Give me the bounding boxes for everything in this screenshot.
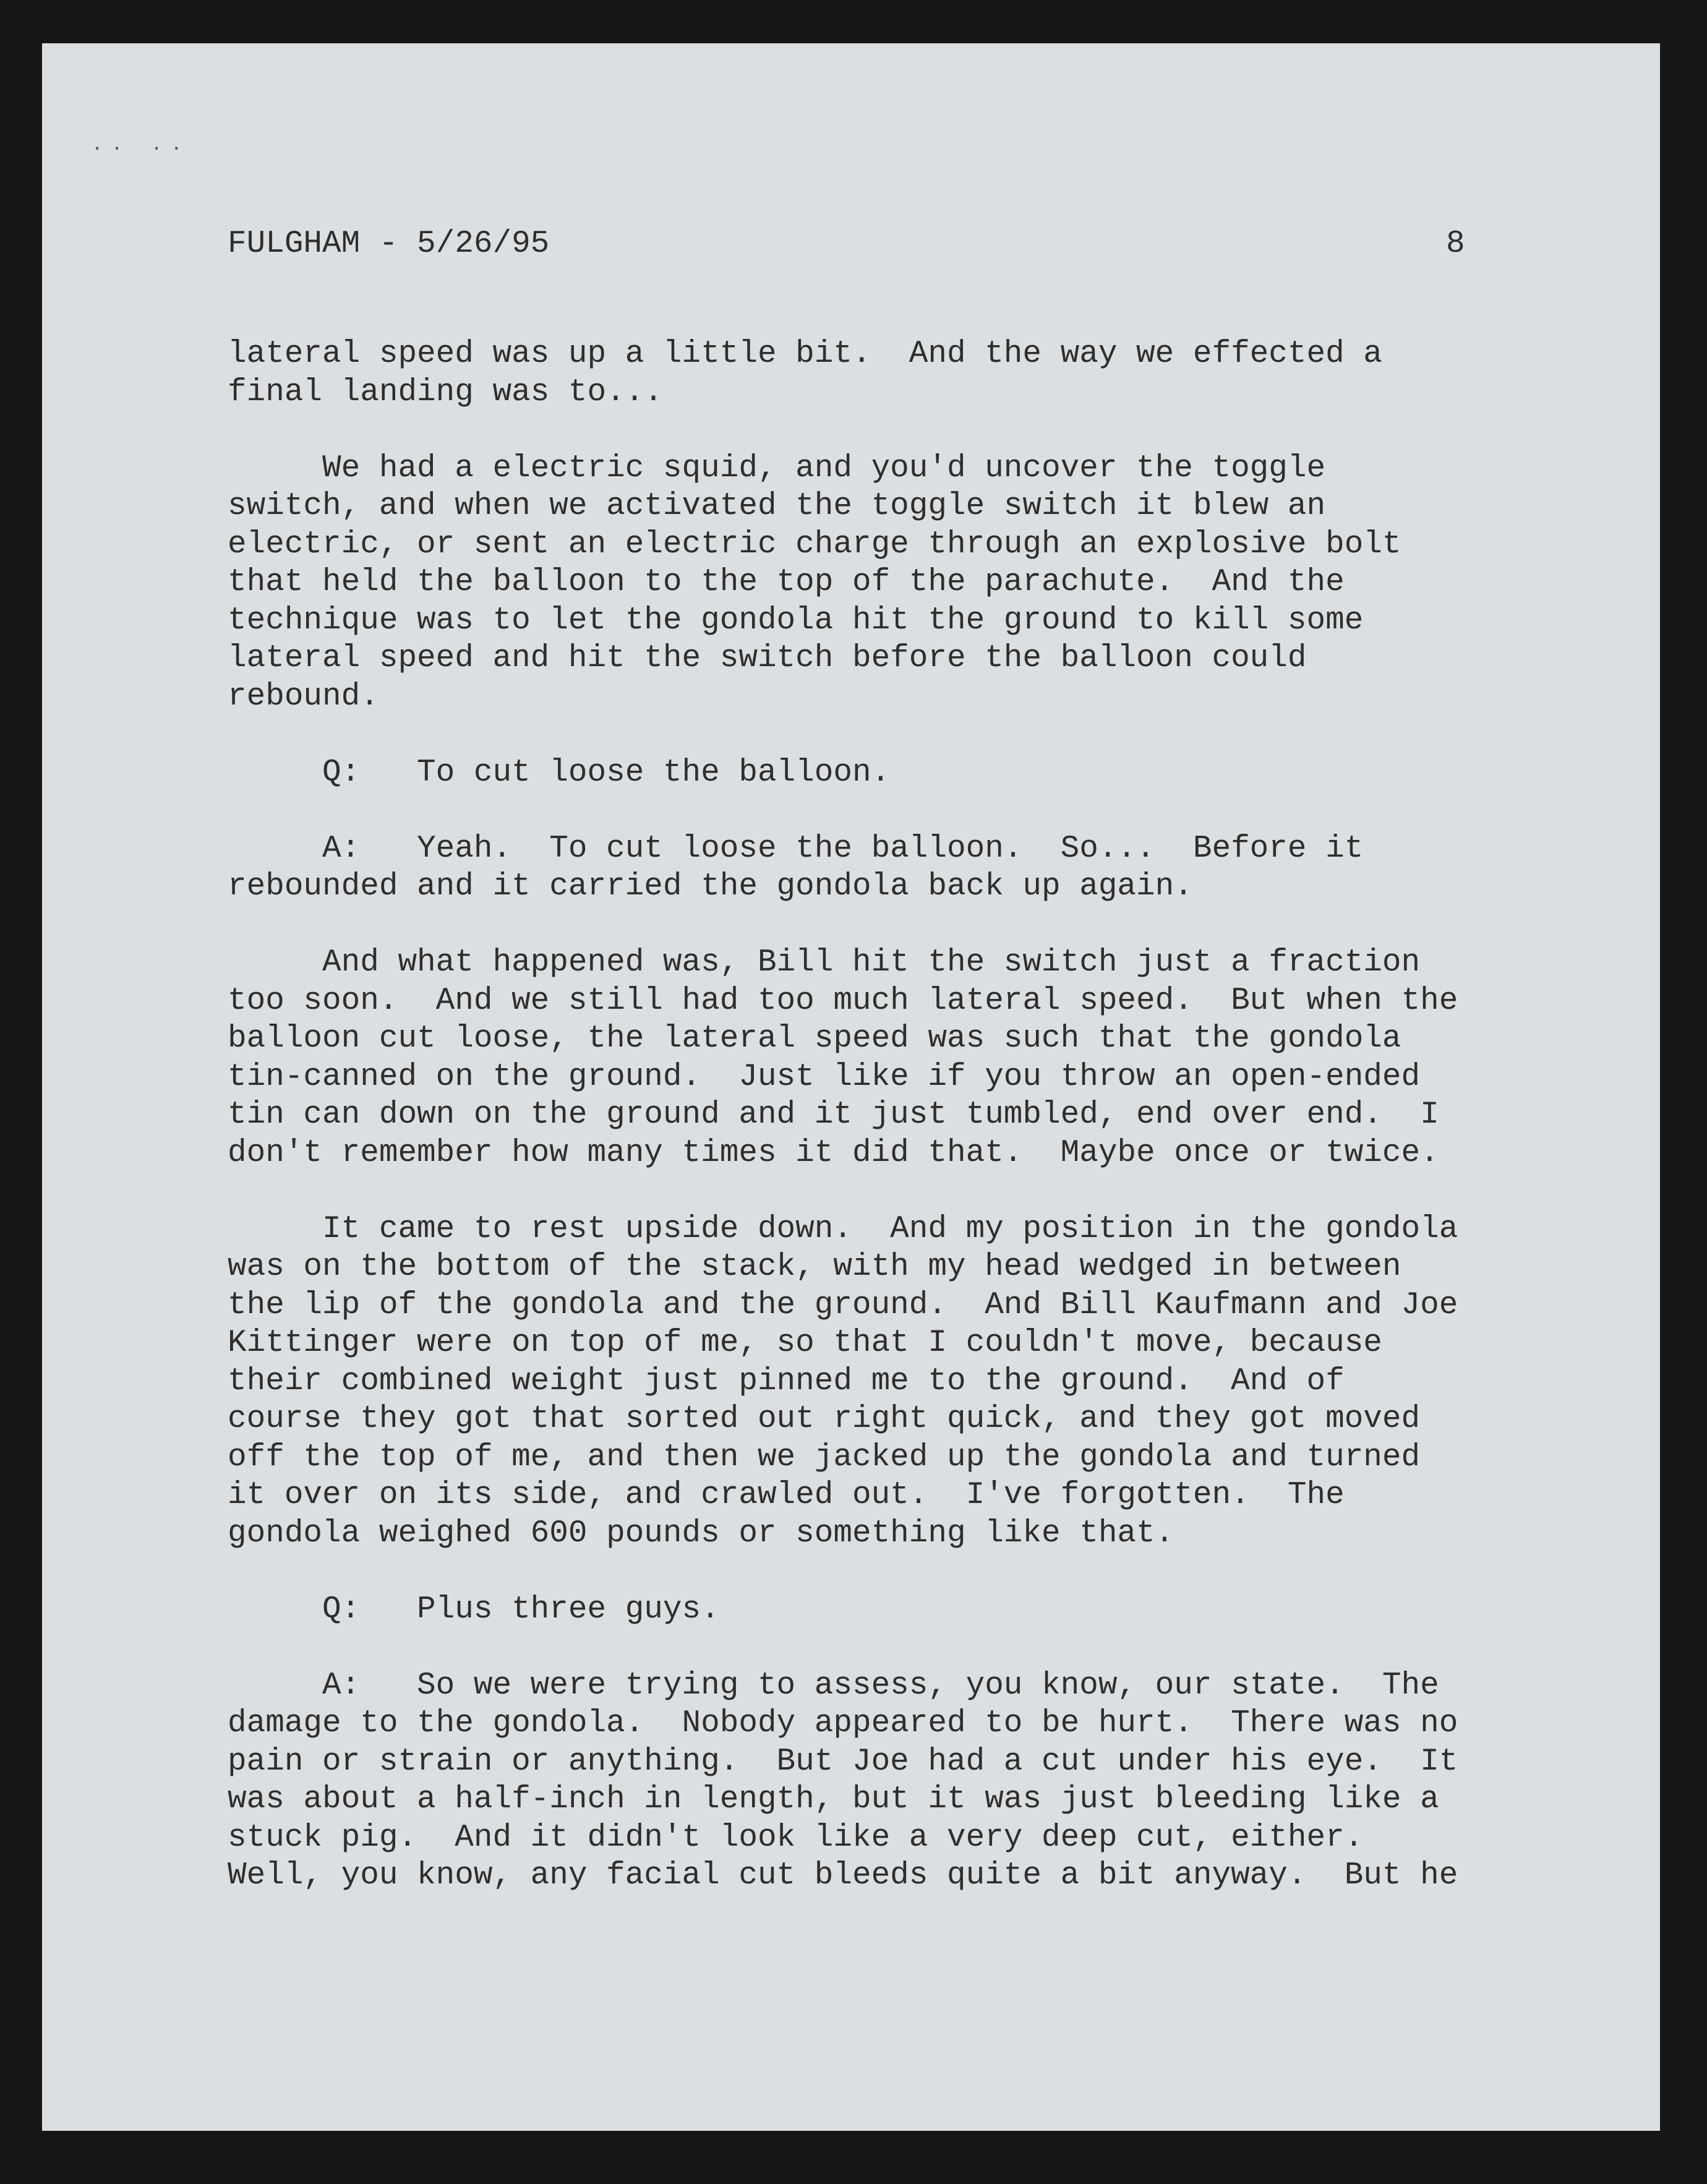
transcript-line: it over on its side, and crawled out. I've forgotten. The	[228, 1478, 1345, 1513]
transcript-paragraph	[228, 335, 1495, 411]
transcript-line: electric, or sent an electric charge through an explosive bolt	[228, 526, 1401, 562]
transcript-line: don't remember how many times it did that. Maybe once or twice.	[228, 1135, 1439, 1171]
transcript-line: lateral speed was up a little bit. And the way we effected a	[228, 336, 1382, 372]
page-number: 8	[1446, 226, 1465, 262]
transcript-line: was on the bottom of the stack, with my head wedged in between	[228, 1249, 1401, 1285]
transcript-line: final landing was to...	[228, 374, 663, 410]
transcript-line: Kittinger were on top of me, so that I couldn't move, because	[228, 1325, 1382, 1361]
transcript-line: rebounded and it carried the gondola back up again.	[228, 869, 1193, 904]
transcript-line: gondola weighed 600 pounds or something like that.	[228, 1515, 1174, 1551]
transcript-line: Well, you know, any facial cut bleeds quite a bit anyway. But he	[228, 1858, 1458, 1893]
transcript-line: off the top of me, and then we jacked up the gondola and turned	[228, 1439, 1421, 1475]
transcript-line: was about a half-inch in length, but it was just bleeding like a	[228, 1782, 1439, 1817]
transcript-paragraph	[228, 1210, 1495, 1553]
transcript-paragraph	[228, 1591, 1495, 1629]
transcript-line: switch, and when we activated the toggle switch it blew an	[228, 489, 1326, 524]
transcript-paragraph	[228, 944, 1495, 1172]
transcript-line: too soon. And we still had too much lateral speed. But when the	[228, 983, 1458, 1019]
transcript-line: the lip of the gondola and the ground. And Bill Kaufmann and Joe	[228, 1287, 1458, 1323]
transcript-line: tin can down on the ground and it just tumbled, end over end. I	[228, 1097, 1439, 1133]
transcript-paragraph	[228, 1667, 1495, 1895]
transcript-line: rebound.	[228, 679, 379, 714]
document-page	[42, 43, 1660, 2131]
transcript-line: Q: To cut loose the balloon.	[228, 755, 891, 790]
transcript-line: balloon cut loose, the lateral speed was such that the gondola	[228, 1021, 1401, 1056]
transcript-line: stuck pig. And it didn't look like a very deep cut, either.	[228, 1820, 1364, 1856]
transcript-body	[228, 335, 1495, 1933]
transcript-line: It came to rest upside down. And my position in the gondola	[228, 1211, 1458, 1247]
transcript-line: A: Yeah. To cut loose the balloon. So... Before it	[228, 831, 1364, 867]
transcript-line: tin-canned on the ground. Just like if you throw an open-ended	[228, 1059, 1421, 1095]
scan-specks: .. ..	[92, 133, 191, 155]
transcript-line: their combined weight just pinned me to the ground. And of	[228, 1363, 1345, 1399]
transcript-line: Q: Plus three guys.	[228, 1591, 720, 1627]
transcript-line: damage to the gondola. Nobody appeared to be hurt. There was no	[228, 1706, 1458, 1741]
transcript-line: A: So we were trying to assess, you know, our state. The	[228, 1668, 1439, 1703]
transcript-line: We had a electric squid, and you'd uncover the toggle	[228, 450, 1326, 486]
transcript-paragraph	[228, 450, 1495, 716]
transcript-line: course they got that sorted out right quick, and they got moved	[228, 1402, 1421, 1437]
transcript-line: pain or strain or anything. But Joe had a cut under his eye. It	[228, 1744, 1458, 1779]
transcript-line: that held the balloon to the top of the parachute. And the	[228, 565, 1345, 600]
transcript-line: And what happened was, Bill hit the switch just a fraction	[228, 945, 1421, 980]
transcript-line: technique was to let the gondola hit the ground to kill some	[228, 602, 1364, 638]
transcript-line: lateral speed and hit the switch before the balloon could	[228, 641, 1307, 676]
page-header-title: FULGHAM - 5/26/95	[228, 226, 550, 262]
transcript-paragraph	[228, 754, 1495, 792]
transcript-paragraph	[228, 830, 1495, 906]
